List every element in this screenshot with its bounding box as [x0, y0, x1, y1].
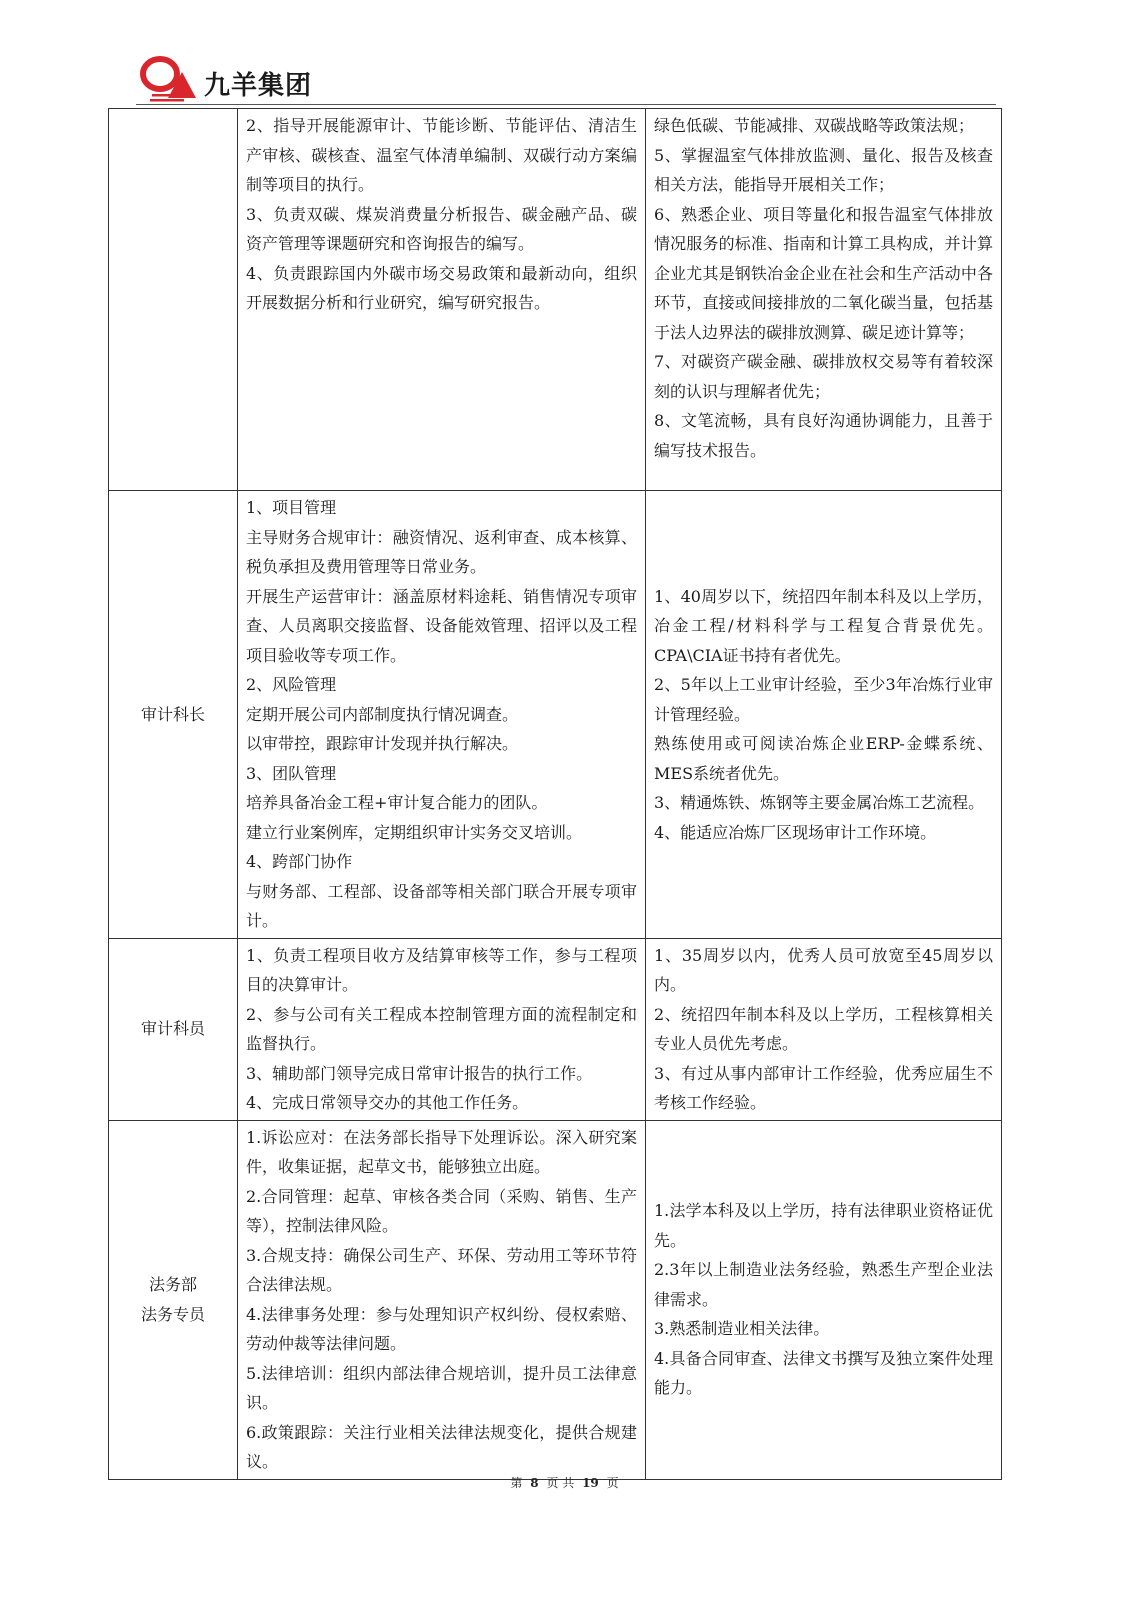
requirement-item: 绿色低碳、节能减排、双碳战略等政策法规； — [654, 116, 975, 135]
duty-item: 4、负责跟踪国内外碳市场交易政策和最新动向，组织开展数据分析和行业研究，编写研究报告。 — [246, 263, 637, 312]
duty-item: 4.法律事务处理：参与处理知识产权纠纷、侵权索赔、劳动仲裁等法律问题。 — [246, 1304, 637, 1353]
duty-item: 2、风险管理 — [246, 675, 337, 694]
duty-item: 3、团队管理 — [246, 763, 337, 783]
requirement-item: 1、40周岁以下，统招四年制本科及以上学历，冶金工程/材料科学与工程复合背景优先。CPA\CIA证书持有者优先。 — [654, 586, 993, 665]
company-logo-icon — [138, 54, 200, 104]
role-department: 法务部 — [148, 1275, 197, 1294]
requirement-item: 2、5年以上工业审计经验，至少3年冶炼行业审计管理经验。 — [654, 675, 993, 724]
duty-item: 2、参与公司有关工程成本控制管理方面的流程制定和监督执行。 — [246, 1004, 637, 1053]
duties-cell — [238, 491, 646, 939]
requirements-cell — [646, 938, 1002, 1120]
footer-page-number: 8 — [530, 1476, 539, 1490]
duty-item: 2、指导开展能源审计、节能诊断、节能评估、清洁生产审核、碳核查、温室气体清单编制、双碳行动方案编制等项目的执行。 — [246, 116, 637, 194]
duty-item: 定期开展公司内部制度执行情况调查。 — [246, 704, 519, 724]
requirement-item: 4、能适应冶炼厂区现场审计工作环境。 — [654, 822, 937, 842]
requirement-item: 3、有过从事内部审计工作经验，优秀应届生不考核工作经验。 — [654, 1063, 993, 1112]
duty-item: 3、负责双碳、煤炭消费量分析报告、碳金融产品、碳资产管理等课题研究和咨询报告的编写。 — [246, 204, 637, 253]
duty-item: 1.诉讼应对：在法务部长指导下处理诉讼。深入研究案件，收集证据，起草文书，能够独立出庭。 — [246, 1127, 637, 1176]
table-row — [109, 109, 1002, 491]
requirement-item: 4.具备合同审查、法律文书撰写及独立案件处理能力。 — [654, 1348, 993, 1398]
duty-item: 开展生产运营审计：涵盖原材料途耗、销售情况专项审查、人员离职交接监督、设备能效管理、招评以及工程项目验收等专项工作。 — [246, 586, 637, 665]
role-cell — [109, 109, 238, 491]
role-title: 法务专员 — [140, 1304, 205, 1324]
duty-item: 培养具备冶金工程+审计复合能力的团队。 — [246, 793, 548, 812]
requirement-item: 3、精通炼铁、炼钢等主要金属冶炼工艺流程。 — [654, 793, 985, 812]
footer-total-pages: 19 — [582, 1476, 599, 1490]
requirement-item: 6、熟悉企业、项目等量化和报告温室气体排放情况服务的标准、指南和计算工具构成，并计算企业尤其是钢铁冶金企业在社会和生产活动中各环节，直接或间接排放的二氧化碳当量，包括基于法人边界法的碳排放测算、碳足迹计算等； — [654, 204, 993, 342]
duty-item: 以审带控，跟踪审计发现并执行解决。 — [246, 734, 519, 753]
duty-item: 3、辅助部门领导完成日常审计报告的执行工作。 — [246, 1063, 593, 1083]
duties-cell — [238, 1120, 646, 1479]
role-cell: 审计科长 — [109, 491, 238, 939]
requirement-item: 8、文笔流畅，具有良好沟通协调能力，且善于编写技术报告。 — [654, 411, 993, 460]
duty-item: 1、负责工程项目收方及结算审核等工作，参与工程项目的决算审计。 — [246, 945, 637, 994]
table-row — [109, 1120, 1002, 1479]
footer-prefix: 第 — [510, 1476, 523, 1490]
position-table — [108, 108, 1002, 1480]
requirement-item: 5、掌握温室气体排放监测、量化、报告及核查相关方法，能指导开展相关工作； — [654, 145, 993, 194]
duty-item: 主导财务合规审计：融资情况、返利审查、成本核算、税负承担及费用管理等日常业务。 — [246, 527, 637, 576]
duties-cell — [238, 938, 646, 1120]
duty-item: 4、完成日常领导交办的其他工作任务。 — [246, 1093, 529, 1112]
requirement-item: 2.3年以上制造业法务经验，熟悉生产型企业法律需求。 — [654, 1260, 993, 1309]
role-cell: 审计科员 — [109, 938, 238, 1120]
table-row — [109, 938, 1002, 1120]
requirement-item: 7、对碳资产碳金融、碳排放权交易等有着较深刻的认识与理解者优先； — [654, 352, 993, 401]
footer-middle: 页 共 — [546, 1476, 575, 1490]
duty-item: 5.法律培训：组织内部法律合规培训，提升员工法律意识。 — [246, 1363, 637, 1412]
page-header — [136, 50, 996, 106]
duty-item: 1、项目管理 — [246, 498, 337, 517]
duty-item: 3.合规支持：确保公司生产、环保、劳动用工等环节符合法律法规。 — [246, 1245, 637, 1294]
requirement-item: 1、35周岁以内，优秀人员可放宽至45周岁以内。 — [654, 945, 993, 994]
requirements-cell — [646, 491, 1002, 939]
footer-suffix: 页 — [606, 1476, 619, 1490]
requirements-cell — [646, 1120, 1002, 1479]
header-divider — [136, 104, 996, 105]
duties-cell — [238, 109, 646, 491]
duty-item: 6.政策跟踪：关注行业相关法律法规变化，提供合规建议。 — [246, 1422, 637, 1471]
duty-item: 建立行业案例库，定期组织审计实务交叉培训。 — [246, 822, 583, 842]
duty-item: 与财务部、工程部、设备部等相关部门联合开展专项审计。 — [246, 881, 637, 930]
duty-item: 2.合同管理：起草、审核各类合同（采购、销售、生产等），控制法律风险。 — [246, 1186, 637, 1235]
role-cell — [109, 1120, 238, 1479]
page-footer — [0, 1474, 1129, 1491]
requirement-item: 1.法学本科及以上学历，持有法律职业资格证优先。 — [654, 1201, 993, 1250]
requirements-cell — [646, 109, 1002, 491]
requirement-item: 2、统招四年制本科及以上学历，工程核算相关专业人员优先考虑。 — [654, 1004, 993, 1053]
table-row — [109, 491, 1002, 939]
company-name: 九羊集团 — [204, 71, 313, 101]
duty-item: 4、跨部门协作 — [246, 852, 353, 871]
requirement-item: 熟练使用或可阅读冶炼企业ERP-金蝶系统、MES系统者优先。 — [654, 734, 993, 783]
requirement-item: 3.熟悉制造业相关法律。 — [654, 1319, 830, 1339]
